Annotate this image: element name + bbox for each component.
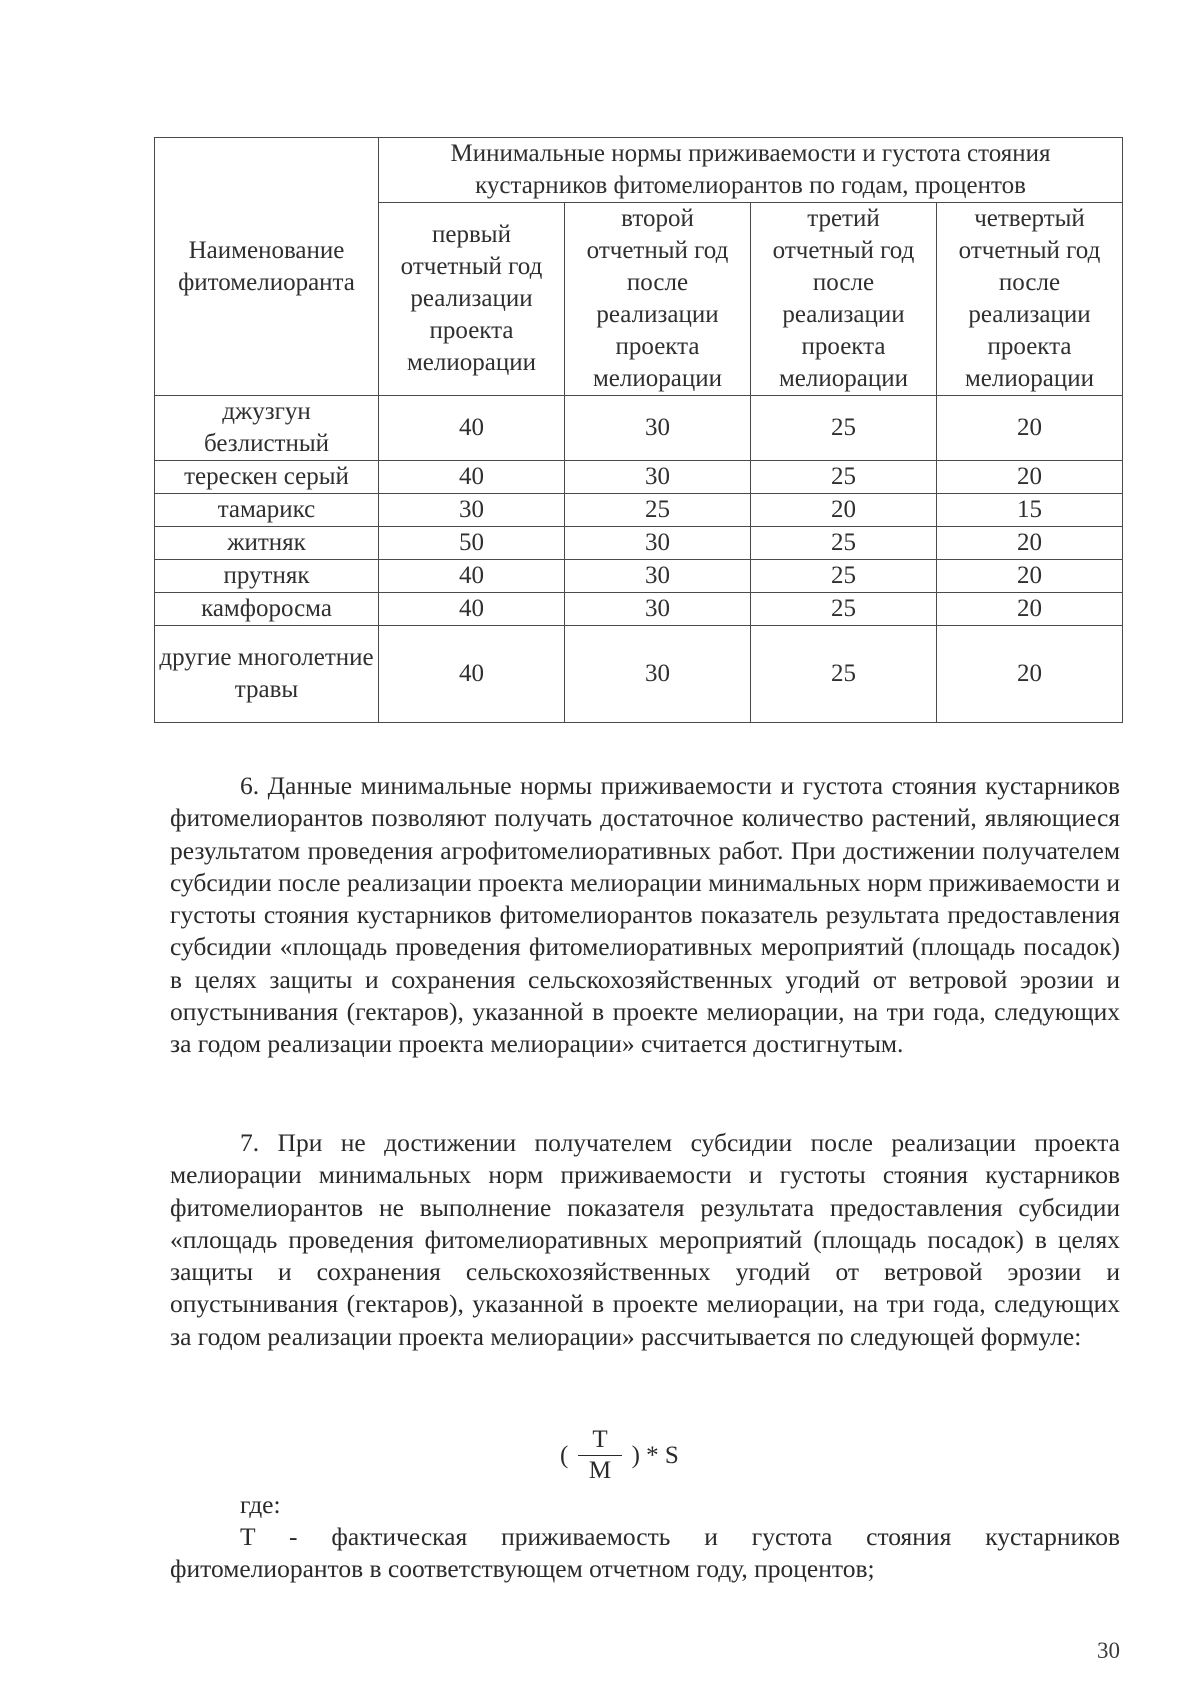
value-cell: 40 (379, 461, 565, 494)
t-definition (170, 1521, 1120, 1586)
value-cell: 25 (751, 626, 937, 723)
plant-name: другие многолетние травы (155, 626, 379, 723)
table-row (155, 626, 1123, 723)
paragraph-7-text: 7. При не достижении получателем субсидии после реализации проекта мелиорации минимальных норм приживаемости и густоты стояния кустарников фитомелиорантов не выполнение показателя результата предоставления субсидии «площадь проведения фитомелиоративных мероприятий (площадь посадок) в целях защиты и сохранения сельскохозяйственных угодий от ветровой эрозии и опустынивания (гектаров), указанной в проекте мелиорации, на три года, следующих за годом реализации проекта мелиорации» рассчитывается по следующей формуле: (170, 1128, 1120, 1351)
value-cell: 20 (937, 560, 1123, 593)
table-row (155, 461, 1123, 494)
value-cell: 40 (379, 396, 565, 461)
value-cell: 30 (565, 560, 751, 593)
year-header-3: третий отчетный год после реализации проекта мелиорации (751, 203, 937, 396)
value-cell: 30 (565, 461, 751, 494)
value-cell: 25 (751, 461, 937, 494)
page-number: 30 (1097, 1638, 1120, 1663)
year-header-4: четвертый отчетный год после реализации проекта мелиорации (937, 203, 1123, 396)
paragraph-7 (170, 1127, 1120, 1353)
formula-fraction (578, 1425, 621, 1486)
year-header-1: первый отчетный год реализации проекта мелиорации (379, 203, 565, 396)
paragraph-6-text: 6. Данные минимальные нормы приживаемости и густота стояния кустарников фитомелиорантов позволяют получать достаточное количество растений, являющиеся результатом проведения агрофитомелиоративных работ. При достижении получателем субсидии после реализации проекта мелиорации минимальных норм приживаемости и густоты стояния кустарников фитомелиорантов показатель результата предоставления субсидии «площадь проведения фитомелиоративных мероприятий (площадь посадок) в целях защиты и сохранения сельскохозяйственных угодий от ветровой эрозии и опустынивания (гектаров), указанной в проекте мелиорации, на три года, следующих за годом реализации проекта мелиорации» считается достигнутым. (170, 771, 1120, 1059)
value-cell: 25 (751, 560, 937, 593)
formula-open-paren: ( (560, 1441, 569, 1469)
value-cell: 20 (751, 494, 937, 527)
value-cell: 30 (565, 396, 751, 461)
year-header-2: второй отчетный год после реализации проекта мелиорации (565, 203, 751, 396)
value-cell: 25 (751, 593, 937, 626)
formula-numerator: T (578, 1425, 621, 1456)
plant-name: прутняк (155, 560, 379, 593)
plant-name: житняк (155, 527, 379, 560)
value-cell: 25 (565, 494, 751, 527)
table-row (155, 494, 1123, 527)
value-cell: 30 (565, 527, 751, 560)
plant-name: джузгун безлистный (155, 396, 379, 461)
norms-table (154, 137, 1123, 723)
name-column-header: Наименование фитомелиоранта (155, 138, 379, 396)
value-cell: 30 (565, 593, 751, 626)
value-cell: 20 (937, 527, 1123, 560)
group-header: Минимальные нормы приживаемости и густота стояния кустарников фитомелиорантов по годам, процентов (379, 138, 1123, 203)
value-cell: 20 (937, 593, 1123, 626)
plant-name: камфоросма (155, 593, 379, 626)
value-cell: 30 (565, 626, 751, 723)
value-cell: 15 (937, 494, 1123, 527)
formula-close: ) * S (631, 1441, 679, 1469)
table-header-row (155, 138, 1123, 203)
plant-name: терескен серый (155, 461, 379, 494)
where-label: где: (240, 1490, 281, 1519)
value-cell: 20 (937, 396, 1123, 461)
formula-denominator: M (588, 1457, 612, 1484)
value-cell: 40 (379, 593, 565, 626)
value-cell: 20 (937, 626, 1123, 723)
formula (560, 1425, 679, 1486)
paragraph-6 (170, 770, 1120, 1061)
value-cell: 25 (751, 527, 937, 560)
value-cell: 40 (379, 560, 565, 593)
t-definition-text: T - фактическая приживаемость и густота стояния кустарников фитомелиорантов в соответствующем отчетном году, процентов; (170, 1522, 1120, 1584)
plant-name: тамарикс (155, 494, 379, 527)
value-cell: 30 (379, 494, 565, 527)
value-cell: 40 (379, 626, 565, 723)
table-row (155, 396, 1123, 461)
table-row (155, 593, 1123, 626)
value-cell: 50 (379, 527, 565, 560)
table-row (155, 527, 1123, 560)
table-row (155, 560, 1123, 593)
value-cell: 25 (751, 396, 937, 461)
value-cell: 20 (937, 461, 1123, 494)
